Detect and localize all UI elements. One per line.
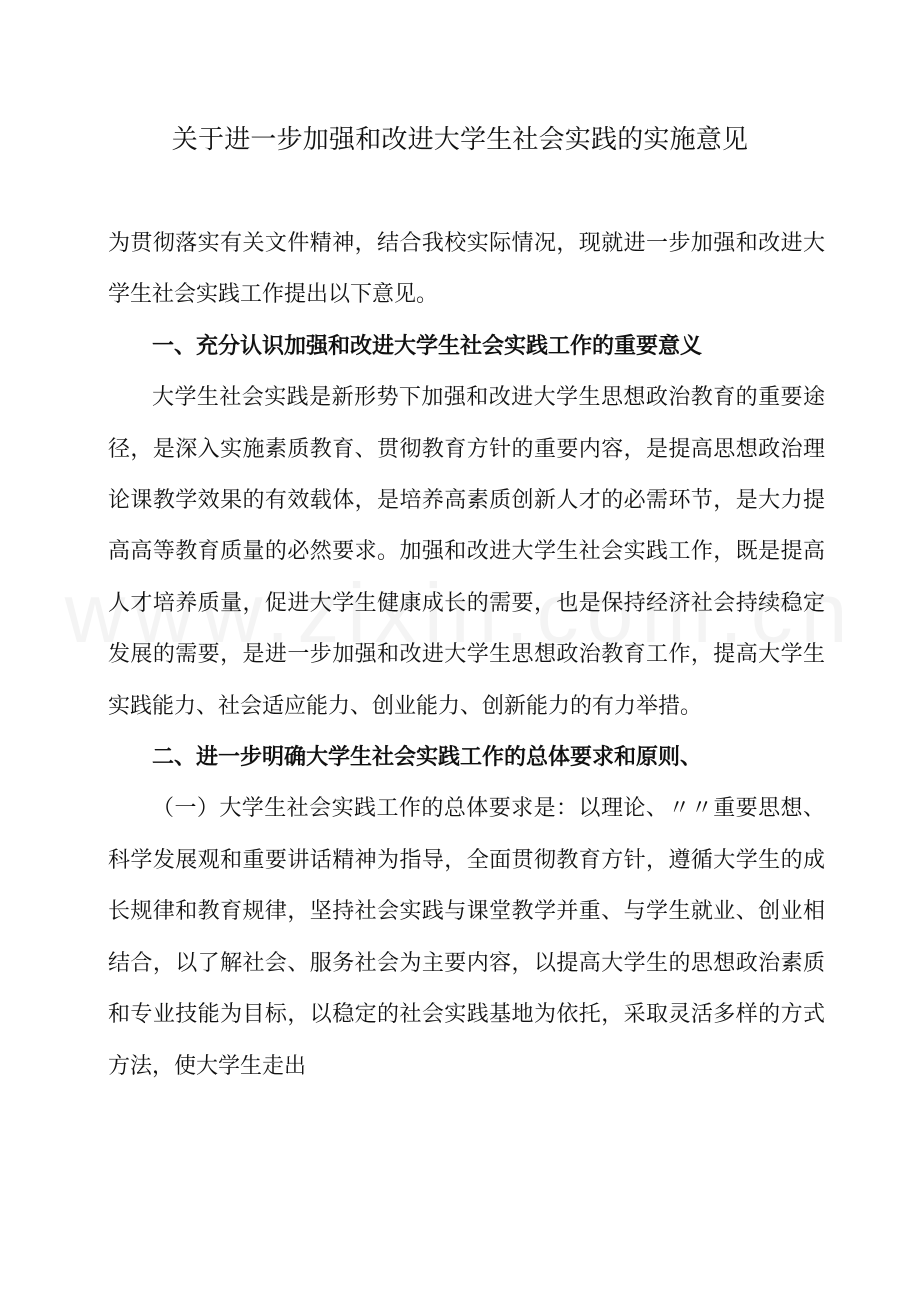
section-heading-1: 一、充分认识加强和改进大学生社会实践工作的重要意义 xyxy=(152,333,703,359)
section-1-paragraph: 大学生社会实践是新形势下加强和改进大学生思想政治教育的重要途径，是深入实施素质教育、贯彻教育方针的重要内容，是提高思想政治理论课教学效果的有效载体，是培养高素质创新人才的必需环节，是大力提高高等教育质量的必然要求。加强和改进大学生社会实践工作，既是提高人才培养质量，促进大学生健康成长的需要，也是保持经济社会持续稳定发展的需要，是进一步加强和改进大学生思想政治教育工作，提高大学生实践能力、社会适应能力、创业能力、创新能力的有力举措。 xyxy=(108,385,825,719)
document-title: 关于进一步加强和改进大学生社会实践的实施意见 xyxy=(171,125,749,155)
document-body xyxy=(108,218,825,1092)
section-2-item-1: （一）大学生社会实践工作的总体要求是：以理论、〃〃重要思想、科学发展观和重要讲话精神为指导，全面贯彻教育方针，遵循大学生的成长规律和教育规律，坚持社会实践与课堂教学并重、与学生就业、创业相结合，以了解社会、服务社会为主要内容，以提高大学生的思想政治素质和专业技能为目标，以稳定的社会实践基地为依托，采取灵活多样的方式方法，使大学生走出 xyxy=(108,796,825,1079)
section-heading-2: 二、进一步明确大学生社会实践工作的总体要求和原则、 xyxy=(152,745,703,771)
intro-paragraph: 为贯彻落实有关文件精神，结合我校实际情况，现就进一步加强和改进大学生社会实践工作提出以下意见。 xyxy=(108,231,825,308)
